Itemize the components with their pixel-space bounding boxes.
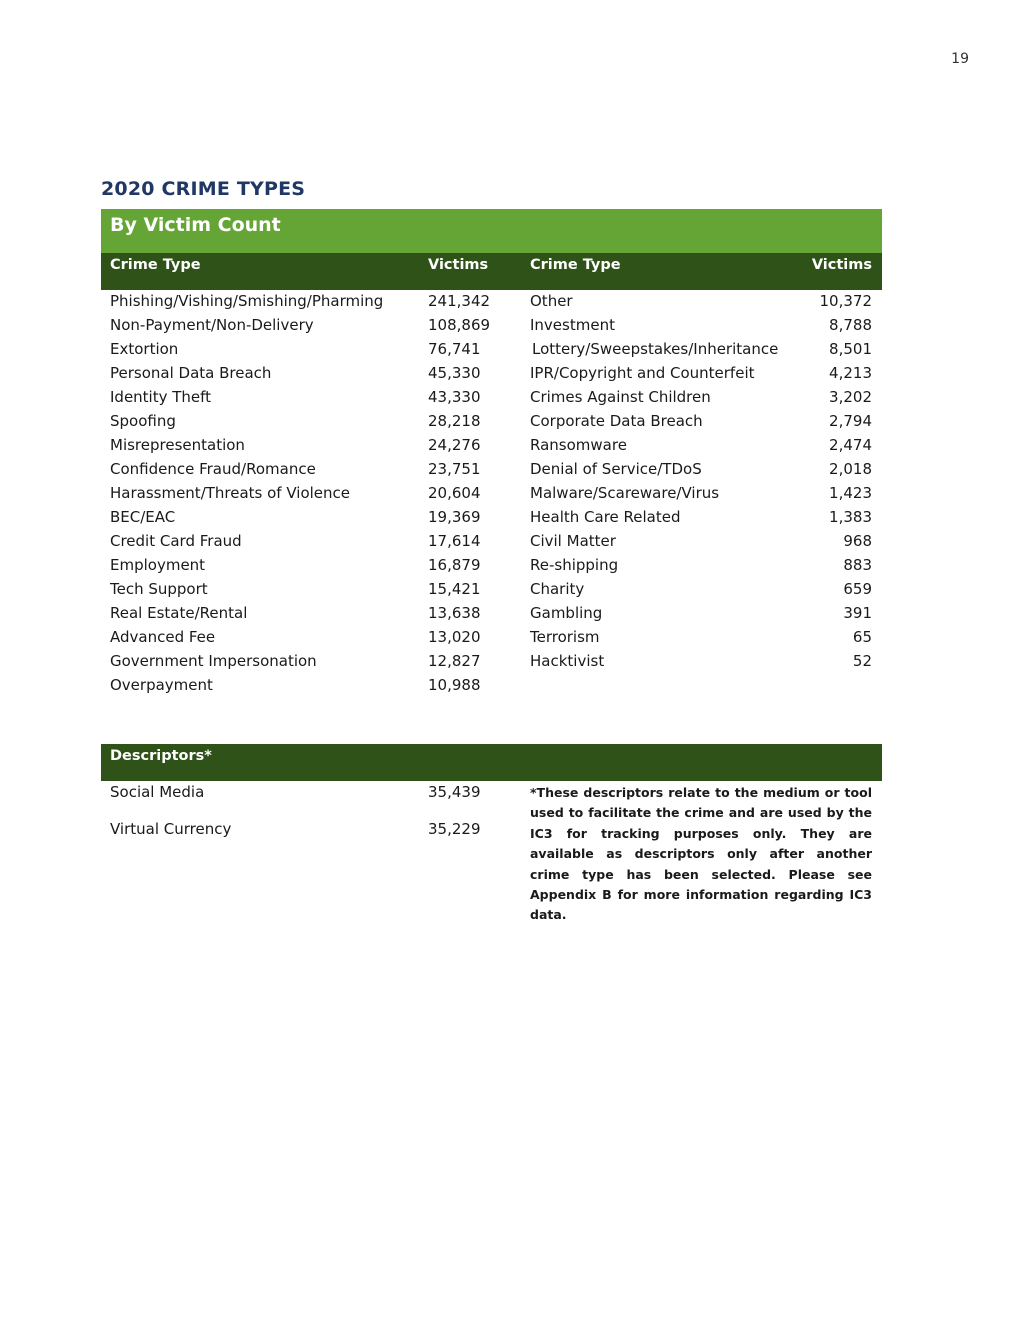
descriptor-victims-cell: 35,439 — [428, 783, 481, 801]
crime-type-cell: Misrepresentation — [110, 436, 245, 454]
victims-cell: 45,330 — [428, 364, 481, 382]
victims-cell: 10,988 — [428, 676, 481, 694]
victim-count-banner — [101, 209, 882, 253]
crime-type-cell: Denial of Service/TDoS — [530, 460, 702, 478]
descriptor-row — [101, 820, 521, 844]
victims-cell: 2,474 — [829, 436, 872, 454]
victims-cell: 76,741 — [428, 340, 481, 358]
table-row — [101, 530, 882, 554]
crime-type-cell: Confidence Fraud/Romance — [110, 460, 316, 478]
section-title: 2020 CRIME TYPES — [101, 178, 306, 200]
crime-type-cell: Harassment/Threats of Violence — [110, 484, 351, 502]
crime-type-cell: Hacktivist — [530, 652, 605, 670]
crime-type-cell: Extortion — [110, 340, 179, 358]
descriptors-header-label: Descriptors* — [110, 748, 212, 764]
victims-cell: 1,423 — [829, 484, 872, 502]
victims-cell: 15,421 — [428, 580, 481, 598]
table-row — [101, 458, 882, 482]
crime-type-cell: Health Care Related — [530, 508, 681, 526]
crime-type-cell: Non-Payment/Non-Delivery — [110, 316, 314, 334]
victims-cell: 52 — [852, 652, 872, 670]
crime-type-cell: Government Impersonation — [110, 652, 317, 670]
header-victims-left: Victims — [428, 257, 489, 273]
crime-type-cell: Real Estate/Rental — [110, 604, 248, 622]
victims-cell: 17,614 — [428, 532, 481, 550]
descriptor-row — [101, 783, 521, 807]
crime-type-cell: Tech Support — [110, 580, 208, 598]
table-row — [101, 506, 882, 530]
crime-type-cell: Spoofing — [110, 412, 176, 430]
victims-cell: 13,638 — [428, 604, 481, 622]
descriptor-type-cell: Social Media — [110, 783, 205, 801]
crime-type-cell: Corporate Data Breach — [530, 412, 703, 430]
table-row — [101, 602, 882, 626]
header-crime-type-right: Crime Type — [530, 257, 621, 273]
crime-type-cell: Civil Matter — [530, 532, 616, 550]
victims-cell: 10,372 — [819, 292, 872, 310]
banner-title: By Victim Count — [110, 214, 281, 236]
table-row — [101, 626, 882, 650]
victims-cell: 12,827 — [428, 652, 481, 670]
crime-type-cell: IPR/Copyright and Counterfeit — [530, 364, 755, 382]
crime-type-cell: Ransomware — [530, 436, 627, 454]
table-row — [101, 554, 882, 578]
victims-cell: 8,501 — [829, 340, 872, 358]
crime-type-cell: Re-shipping — [530, 556, 619, 574]
table-row — [101, 410, 882, 434]
table-row — [101, 290, 882, 314]
crime-type-cell: Credit Card Fraud — [110, 532, 242, 550]
crime-type-cell: Personal Data Breach — [110, 364, 272, 382]
victims-cell: 883 — [843, 556, 872, 574]
table-row — [101, 674, 882, 698]
crime-type-cell: Terrorism — [530, 628, 600, 646]
victims-cell: 108,869 — [428, 316, 491, 334]
descriptors-header — [101, 744, 882, 781]
victims-cell: 3,202 — [829, 388, 872, 406]
table-row — [101, 362, 882, 386]
victims-cell: 65 — [852, 628, 872, 646]
victims-cell: 2,018 — [829, 460, 872, 478]
victims-cell: 1,383 — [829, 508, 872, 526]
victims-cell: 19,369 — [428, 508, 481, 526]
crime-type-cell: Phishing/Vishing/Smishing/Pharming — [110, 292, 384, 310]
header-victims-right: Victims — [811, 257, 872, 273]
victims-cell: 13,020 — [428, 628, 481, 646]
crime-type-cell: Lottery/Sweepstakes/Inheritance — [532, 340, 779, 358]
crime-table-body — [101, 290, 882, 698]
crime-type-cell: Investment — [530, 316, 615, 334]
descriptors-footnote: *These descriptors relate to the medium or tool used to facilitate the crime and are used by the IC3 for tracking purposes only. They are available as descriptors only after another crime type has been selected. Please see Appendix B for more information regarding IC3 data. — [530, 785, 872, 923]
crime-type-cell: Advanced Fee — [110, 628, 216, 646]
page-number: 19 — [951, 51, 969, 67]
victims-cell: 20,604 — [428, 484, 481, 502]
victims-cell: 23,751 — [428, 460, 481, 478]
crime-type-cell: Charity — [530, 580, 585, 598]
header-crime-type-left: Crime Type — [110, 257, 201, 273]
victims-cell: 2,794 — [829, 412, 872, 430]
crime-type-cell: BEC/EAC — [110, 508, 176, 526]
crime-type-cell: Overpayment — [110, 676, 213, 694]
victims-cell: 16,879 — [428, 556, 481, 574]
victims-cell: 24,276 — [428, 436, 481, 454]
crime-type-cell: Gambling — [530, 604, 603, 622]
crime-type-cell: Identity Theft — [110, 388, 212, 406]
table-row — [101, 578, 882, 602]
crime-type-cell: Employment — [110, 556, 206, 574]
victims-cell: 4,213 — [829, 364, 872, 382]
crime-type-cell: Malware/Scareware/Virus — [530, 484, 720, 502]
crime-type-cell: Crimes Against Children — [530, 388, 711, 406]
table-row — [101, 386, 882, 410]
crime-type-cell: Other — [530, 292, 573, 310]
descriptor-victims-cell: 35,229 — [428, 820, 481, 838]
table-row — [101, 434, 882, 458]
victims-cell: 43,330 — [428, 388, 481, 406]
table-row — [101, 338, 882, 362]
victims-cell: 8,788 — [829, 316, 872, 334]
victims-cell: 968 — [843, 532, 872, 550]
victims-cell: 28,218 — [428, 412, 481, 430]
table-row — [101, 314, 882, 338]
descriptor-type-cell: Virtual Currency — [110, 820, 232, 838]
victims-cell: 391 — [843, 604, 872, 622]
table-row — [101, 650, 882, 674]
victims-cell: 241,342 — [428, 292, 491, 310]
table-header — [101, 253, 882, 290]
table-row — [101, 482, 882, 506]
victims-cell: 659 — [843, 580, 872, 598]
